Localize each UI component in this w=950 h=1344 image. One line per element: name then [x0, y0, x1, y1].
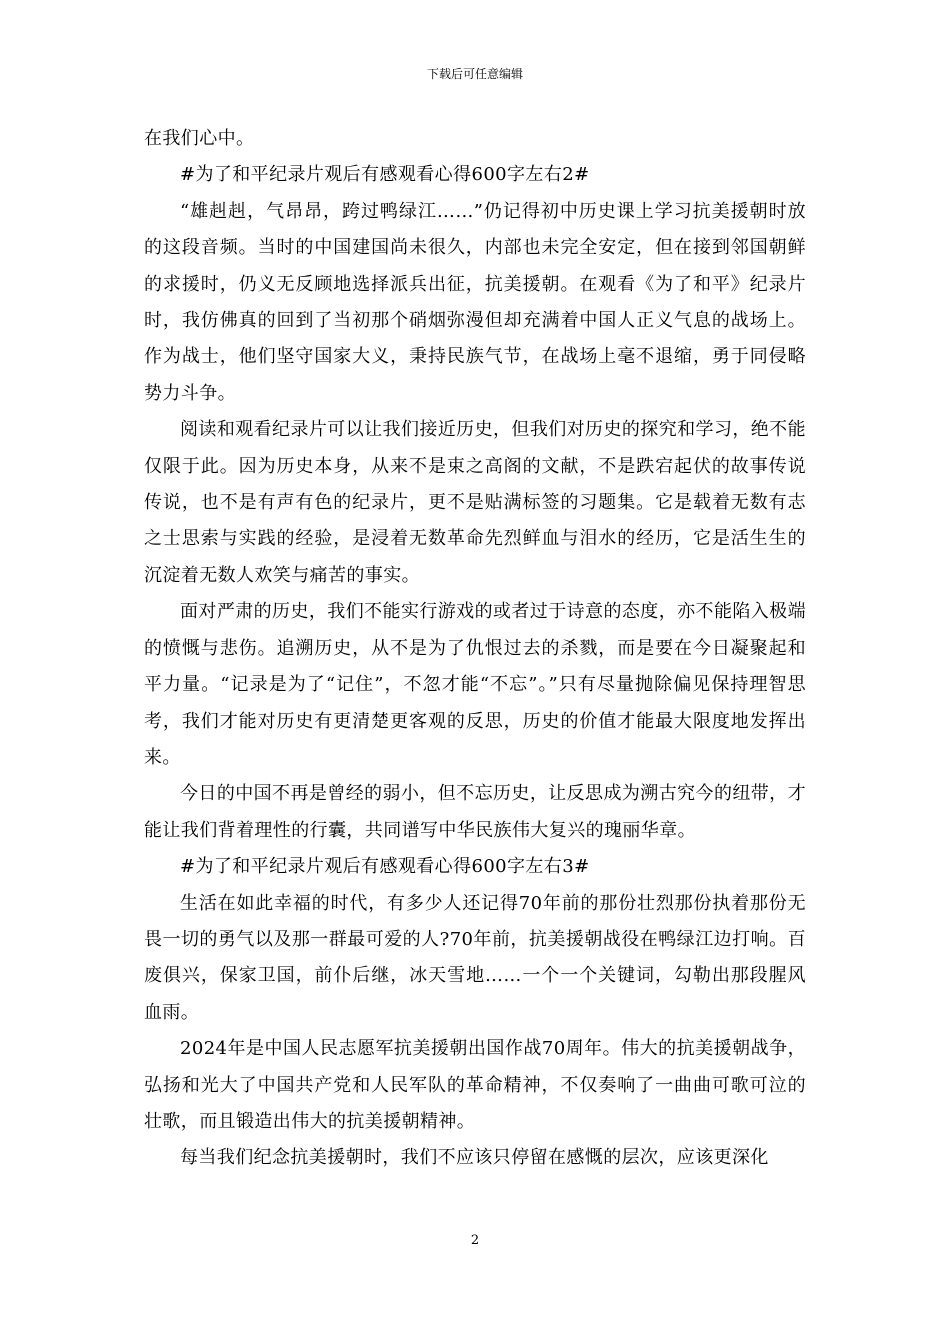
- paragraph-continuation: 在我们心中。: [144, 128, 255, 149]
- paragraph: “雄赳赳，气昂昂，跨过鸭绿江……”仍记得初中历史课上学习抗美援朝时放的这段音频。当时的中国建国尚未很久，内部也未完全安定，但在接到邻国朝鲜的求援时，仍义无反顾地选择派兵出征，抗美援朝。在观看《为了和平》纪录片时，我仿佛真的回到了当初那个硝烟弥漫但却充满着中国人正义气息的战场上。作为战士，他们坚守国家大义，秉持民族气节，在战场上毫不退缩，勇于同侵略势力斗争。: [144, 200, 806, 404]
- paragraph: 阅读和观看纪录片可以让我们接近历史，但我们对历史的探究和学习，绝不能仅限于此。因为历史本身，从来不是束之高阁的文献，不是跌宕起伏的故事传说传说，也不是有声有色的纪录片，更不是贴满标签的习题集。它是载着无数有志之士思索与实践的经验，是浸着无数革命先烈鲜血与泪水的经历，它是活生生的沉淀着无数人欢笑与痛苦的事实。: [144, 419, 806, 586]
- page-number: 2: [470, 1233, 480, 1248]
- paragraph: 今日的中国不再是曾经的弱小，但不忘历史，让反思成为溯古究今的纽带，才能让我们背着理性的行囊，共同谱写中华民族伟大复兴的瑰丽华章。: [144, 783, 806, 841]
- paragraph: 面对严肃的历史，我们不能实行游戏的或者过于诗意的态度，亦不能陷入极端的愤慨与悲伤。追溯历史，从不是为了仇恨过去的杀戮，而是要在今日凝聚起和平力量。“记录是为了“记住”，不忽才能“不忘”。”只有尽量抛除偏见保持理智思考，我们才能对历史有更清楚更客观的反思，历史的价值才能最大限度地发挥出来。: [144, 601, 806, 768]
- page-header: 下载后可任意编辑: [426, 67, 523, 81]
- section-heading-2: #为了和平纪录片观后有感观看心得600字左右2#: [180, 164, 590, 186]
- document-body: [144, 121, 806, 1177]
- paragraph: 生活在如此幸福的时代，有多少人还记得70年前的那份壮烈那份执着那份无畏一切的勇气以及那一群最可爱的人?70年前，抗美援朝战役在鸭绿江边打响。百废俱兴，保家卫国，前仆后继，冰天雪地……一个一个关键词，勾勒出那段腥风血雨。: [144, 892, 806, 1023]
- paragraph: 2024年是中国人民志愿军抗美援朝出国作战70周年。伟大的抗美援朝战争，弘扬和光大了中国共产党和人民军队的革命精神，不仅奏响了一曲曲可歌可泣的壮歌，而且锻造出伟大的抗美援朝精神。: [144, 1038, 806, 1132]
- paragraph: 每当我们纪念抗美援朝时，我们不应该只停留在感慨的层次，应该更深化: [180, 1147, 769, 1169]
- section-heading-3: #为了和平纪录片观后有感观看心得600字左右3#: [180, 856, 590, 878]
